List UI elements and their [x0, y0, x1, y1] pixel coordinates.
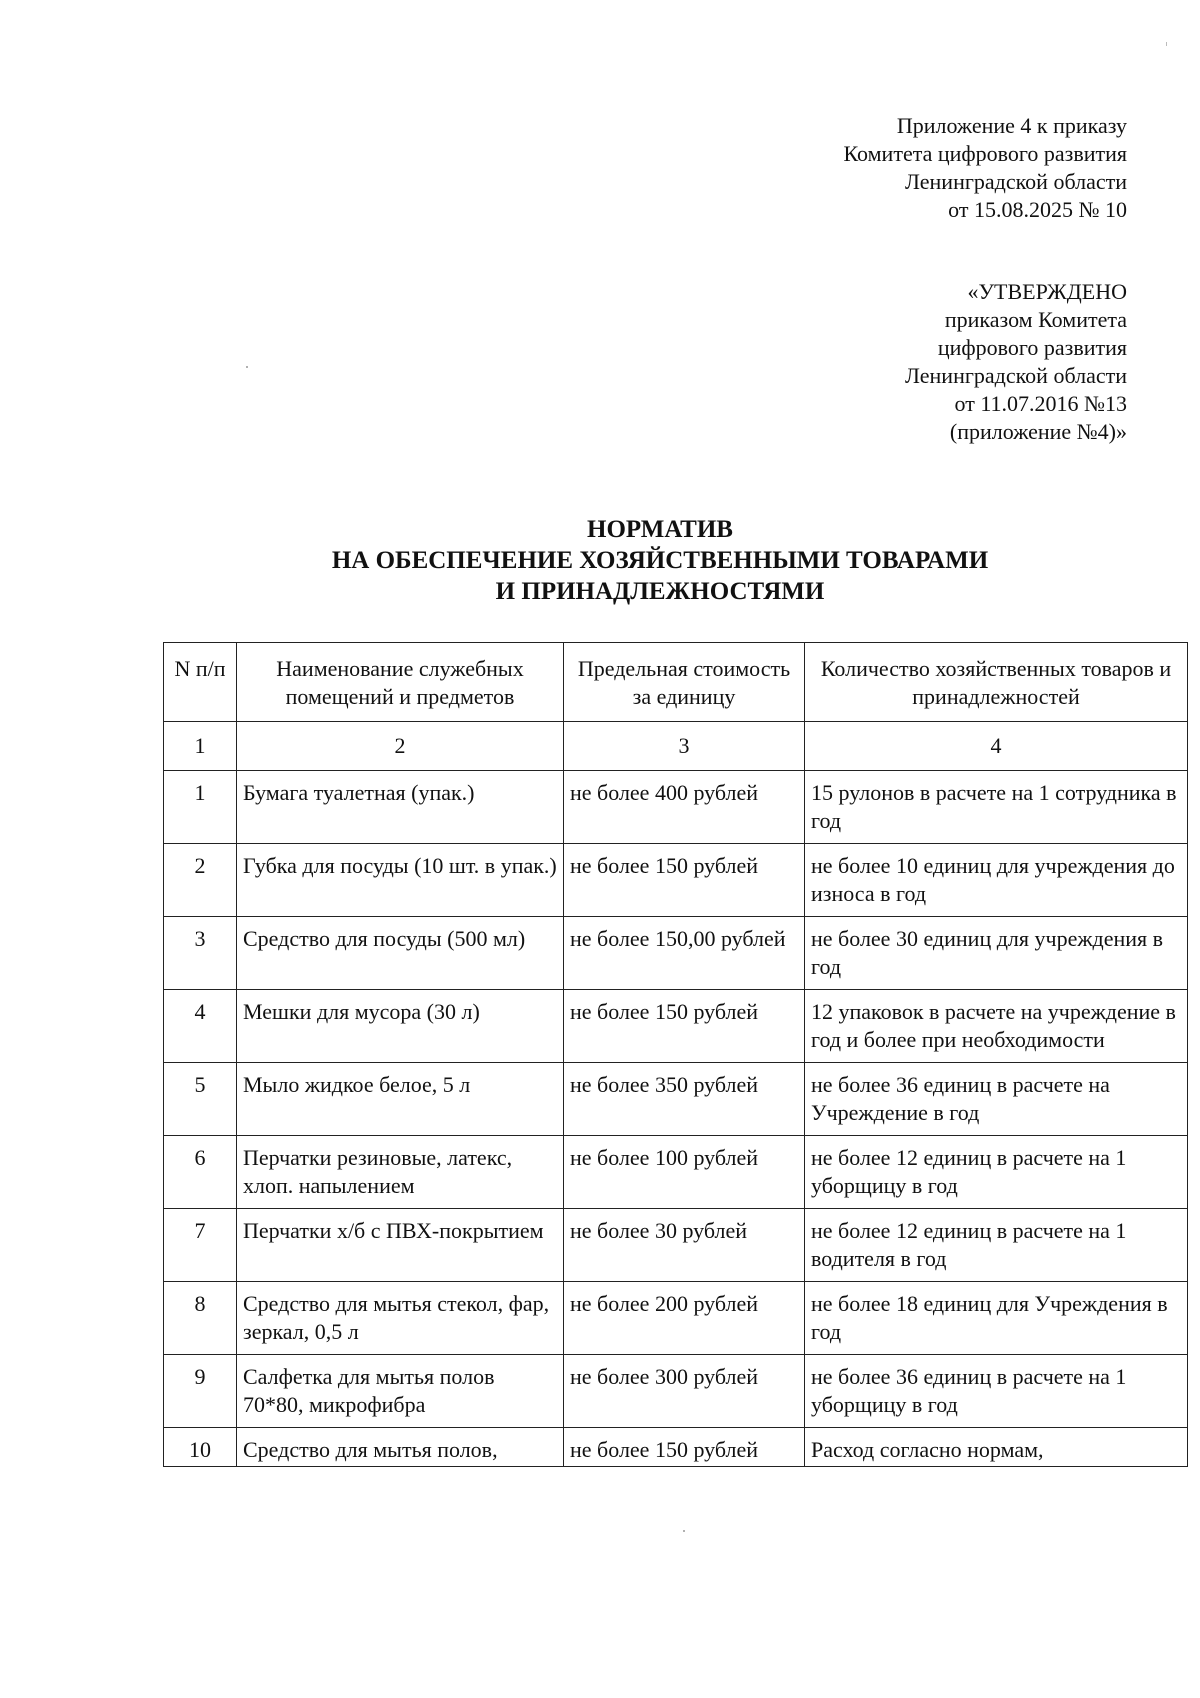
- approval-line: цифрового развития: [937, 335, 1127, 360]
- table-row: [164, 1282, 1188, 1355]
- table-row: [164, 1136, 1188, 1209]
- column-number-row: [164, 722, 1188, 771]
- header-cell-price: Предельная стоимость за единицу: [564, 643, 805, 722]
- item-name-cell: Средство для посуды (500 мл): [237, 917, 564, 990]
- title-line: НОРМАТИВ: [587, 516, 733, 543]
- scan-speck: [246, 366, 248, 368]
- table-row: [164, 844, 1188, 917]
- price-limit-cell: не более 150,00 рублей: [564, 917, 805, 990]
- header-cell-quantity: Количество хозяйственных товаров и принадлежностей: [805, 643, 1188, 722]
- quantity-cell: не более 10 единиц для учреждения до износа в год: [805, 844, 1188, 917]
- price-limit-cell: не более 150 рублей: [564, 990, 805, 1063]
- quantity-cell: не более 36 единиц в расчете на 1 уборщицу в год: [805, 1355, 1188, 1428]
- row-number-cell: 3: [164, 917, 237, 990]
- row-number-cell: 8: [164, 1282, 237, 1355]
- table-row: [164, 1209, 1188, 1282]
- approval-line: (приложение №4)»: [949, 419, 1127, 444]
- table-header-row: [164, 643, 1188, 722]
- row-number-cell: 9: [164, 1355, 237, 1428]
- table-row: [164, 990, 1188, 1063]
- title-line: НА ОБЕСПЕЧЕНИЕ ХОЗЯЙСТВЕННЫМИ ТОВАРАМИ: [331, 547, 989, 574]
- title-line: И ПРИНАДЛЕЖНОСТЯМИ: [495, 578, 825, 605]
- table-row: [164, 771, 1188, 844]
- row-number-cell: 4: [164, 990, 237, 1063]
- price-limit-cell: не более 400 рублей: [564, 771, 805, 844]
- table-row: [164, 1428, 1188, 1467]
- table-row: [164, 917, 1188, 990]
- price-limit-cell: не более 200 рублей: [564, 1282, 805, 1355]
- item-name-cell: Перчатки х/б с ПВХ-покрытием: [237, 1209, 564, 1282]
- quantity-cell: 12 упаковок в расчете на учреждение в год и более при необходимости: [805, 990, 1188, 1063]
- approval-line: приказом Комитета: [944, 307, 1127, 332]
- row-number-cell: 2: [164, 844, 237, 917]
- item-name-cell: Салфетка для мытья полов 70*80, микрофибра: [237, 1355, 564, 1428]
- appendix-line: Комитета цифрового развития: [843, 141, 1127, 166]
- column-number-cell: 4: [805, 722, 1188, 771]
- header-cell-name: Наименование служебных помещений и предметов: [237, 643, 564, 722]
- price-limit-cell: не более 350 рублей: [564, 1063, 805, 1136]
- price-limit-cell: не более 150 рублей: [564, 1428, 805, 1467]
- column-number-cell: 3: [564, 722, 805, 771]
- item-name-cell: Губка для посуды (10 шт. в упак.): [237, 844, 564, 917]
- approval-line: Ленинградской области: [905, 363, 1127, 388]
- item-name-cell: Средство для мытья полов,: [237, 1428, 564, 1467]
- row-number-cell: 5: [164, 1063, 237, 1136]
- appendix-line: Ленинградской области: [905, 169, 1127, 194]
- scan-speck: [1166, 42, 1167, 46]
- quantity-cell: не более 12 единиц в расчете на 1 уборщицу в год: [805, 1136, 1188, 1209]
- price-limit-cell: не более 300 рублей: [564, 1355, 805, 1428]
- norms-table: [163, 642, 1188, 1467]
- appendix-header: [843, 112, 1127, 224]
- row-number-cell: 10: [164, 1428, 237, 1467]
- quantity-cell: не более 18 единиц для Учреждения в год: [805, 1282, 1188, 1355]
- table-row: [164, 1063, 1188, 1136]
- quantity-cell: 15 рулонов в расчете на 1 сотрудника в год: [805, 771, 1188, 844]
- quantity-cell: Расход согласно нормам,: [805, 1428, 1188, 1467]
- header-cell-number: N п/п: [164, 643, 237, 722]
- item-name-cell: Средство для мытья стекол, фар, зеркал, 0,5 л: [237, 1282, 564, 1355]
- item-name-cell: Перчатки резиновые, латекс, хлоп. напылением: [237, 1136, 564, 1209]
- approval-header: [905, 278, 1127, 446]
- row-number-cell: 1: [164, 771, 237, 844]
- row-number-cell: 7: [164, 1209, 237, 1282]
- row-number-cell: 6: [164, 1136, 237, 1209]
- price-limit-cell: не более 150 рублей: [564, 844, 805, 917]
- scan-speck: [683, 1530, 685, 1532]
- item-name-cell: Мешки для мусора (30 л): [237, 990, 564, 1063]
- quantity-cell: не более 12 единиц в расчете на 1 водителя в год: [805, 1209, 1188, 1282]
- price-limit-cell: не более 100 рублей: [564, 1136, 805, 1209]
- item-name-cell: Мыло жидкое белое, 5 л: [237, 1063, 564, 1136]
- price-limit-cell: не более 30 рублей: [564, 1209, 805, 1282]
- appendix-line: Приложение 4 к приказу: [896, 113, 1127, 138]
- item-name-cell: Бумага туалетная (упак.): [237, 771, 564, 844]
- approval-line: «УТВЕРЖДЕНО: [967, 279, 1127, 304]
- approval-line: от 11.07.2016 №13: [954, 391, 1127, 416]
- column-number-cell: 2: [237, 722, 564, 771]
- table-row: [164, 1355, 1188, 1428]
- appendix-line: от 15.08.2025 № 10: [948, 197, 1127, 222]
- document-title: [160, 514, 1160, 607]
- quantity-cell: не более 30 единиц для учреждения в год: [805, 917, 1188, 990]
- column-number-cell: 1: [164, 722, 237, 771]
- quantity-cell: не более 36 единиц в расчете на Учреждение в год: [805, 1063, 1188, 1136]
